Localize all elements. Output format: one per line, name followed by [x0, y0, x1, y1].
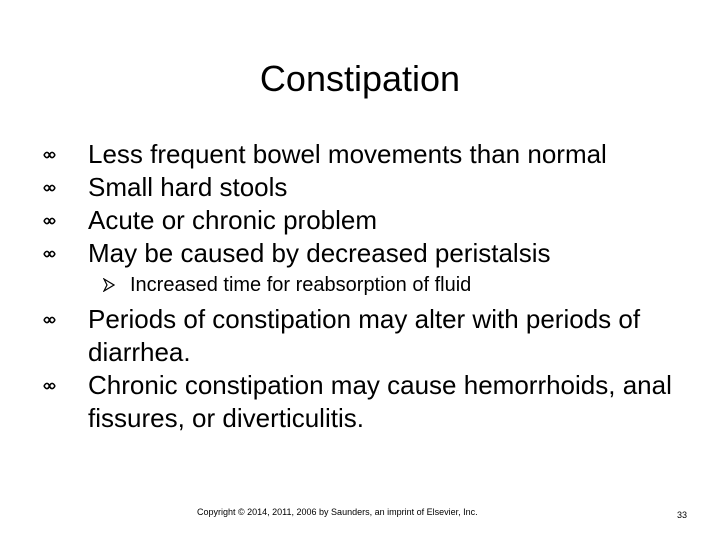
- page-number: 33: [677, 510, 688, 520]
- bullet-item: [88, 204, 688, 237]
- bullet-text: Less frequent bowel movements than normal: [88, 139, 607, 169]
- bullet-text: Acute or chronic problem: [88, 205, 378, 235]
- bullet-text: Small hard stools: [88, 172, 288, 202]
- ornament-bullet-icon: [43, 184, 56, 192]
- copyright-notice: Copyright © 2014, 2011, 2006 by Saunders, an imprint of Elsevier, Inc.: [197, 507, 478, 517]
- ornament-bullet-icon: [43, 217, 56, 225]
- sub-bullet-text: Increased time for reabsorption of fluid: [130, 274, 472, 296]
- bullet-item: [88, 237, 688, 270]
- bullet-text: Periods of constipation may alter with periods of diarrhea.: [88, 304, 641, 367]
- bullet-text: Chronic constipation may cause hemorrhoids, anal fissures, or diverticulitis.: [88, 370, 672, 433]
- bullet-item: [88, 369, 678, 435]
- slide-title: Constipation: [259, 58, 461, 99]
- ornament-bullet-icon: [43, 151, 56, 159]
- ornament-bullet-icon: [43, 316, 56, 324]
- bullet-item: [88, 138, 688, 171]
- bullet-item: [88, 171, 688, 204]
- bullet-text: May be caused by decreased peristalsis: [88, 238, 551, 268]
- bullet-item: [88, 303, 678, 369]
- sub-bullet-item: [130, 272, 471, 298]
- ornament-bullet-icon: [43, 250, 56, 258]
- ornament-bullet-icon: [43, 382, 56, 390]
- arrowhead-icon: [103, 278, 115, 292]
